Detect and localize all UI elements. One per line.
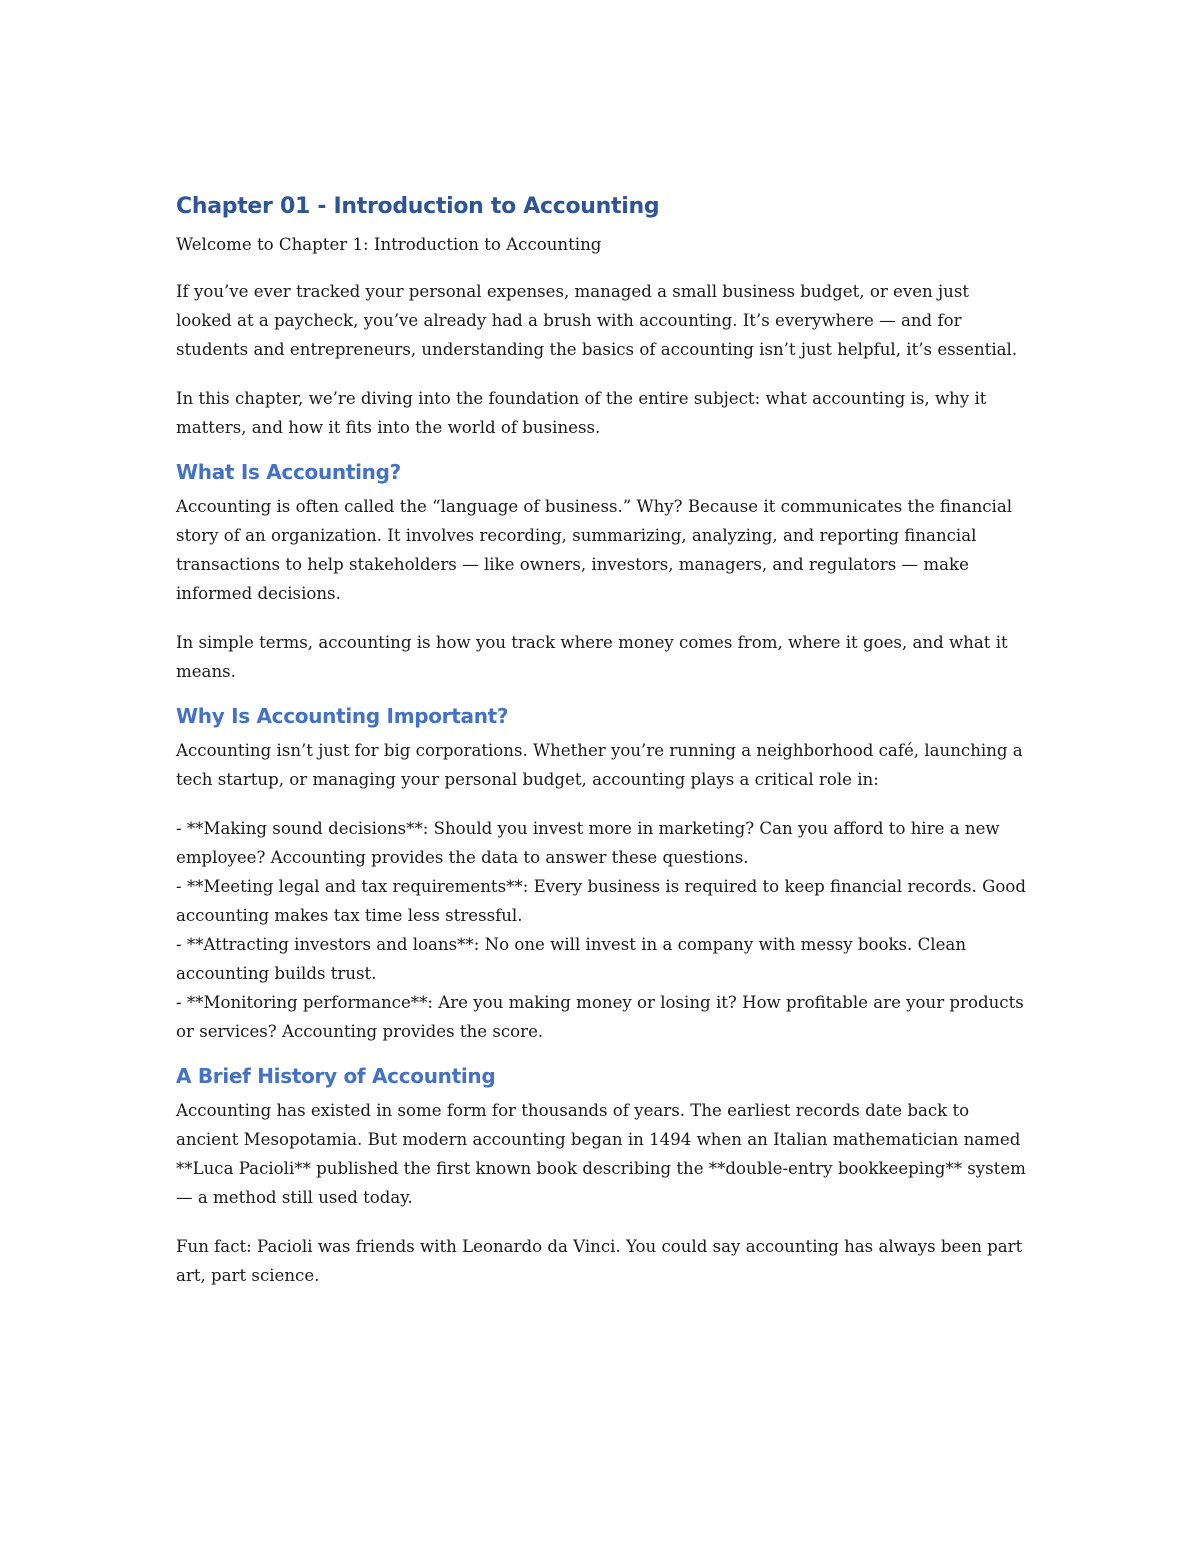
what-is-paragraph-2: In simple terms, accounting is how you track where money comes from, where it goes, and what it means. [176,633,1008,681]
intro-paragraph-1: If you’ve ever tracked your personal expenses, managed a small business budget, or even just looked at a paycheck, you’ve already had a brush with accounting. It’s everywhere — and for students and entrepreneurs, understanding the basics of accounting isn’t just helpful, it’s essential. [176,282,1018,359]
why-important-paragraph: Accounting isn’t just for big corporations. Whether you’re running a neighborhood café, launching a tech startup, or managing your personal budget, accounting plays a critical role in: [176,741,1023,789]
list-item: - **Monitoring performance**: Are you making money or losing it? How profitable are your products or services? Accounting provides the score. [176,993,1024,1041]
history-paragraph-2: Fun fact: Pacioli was friends with Leonardo da Vinci. You could say accounting has always been part art, part science. [176,1237,1023,1285]
list-item: - **Meeting legal and tax requirements**: Every business is required to keep financial records. Good accounting makes tax time less stressful. [176,877,1026,925]
history-heading: A Brief History of Accounting [176,1064,496,1088]
what-is-accounting-heading: What Is Accounting? [176,460,401,484]
chapter-title: Chapter 01 - Introduction to Accounting [176,194,660,219]
document-body [176,190,1026,1310]
history-paragraph-1: Accounting has existed in some form for thousands of years. The earliest records date back to ancient Mesopotamia. But modern accounting began in 1494 when an Italian mathematician named **Luca Pacioli** published the first known book describing the **double-entry bookkeeping** system — a method still used today. [176,1101,1026,1207]
list-item: - **Making sound decisions**: Should you invest more in marketing? Can you afford to hire a new employee? Accounting provides the data to answer these questions. [176,819,1000,867]
welcome-line: Welcome to Chapter 1: Introduction to Accounting [176,235,602,254]
why-important-heading: Why Is Accounting Important? [176,704,509,728]
list-item: - **Attracting investors and loans**: No one will invest in a company with messy books. Clean accounting builds trust. [176,935,967,983]
importance-list [176,814,1026,1046]
intro-paragraph-2: In this chapter, we’re diving into the foundation of the entire subject: what accounting is, why it matters, and how it fits into the world of business. [176,389,987,437]
what-is-paragraph-1: Accounting is often called the “language of business.” Why? Because it communicates the financial story of an organization. It involves recording, summarizing, analyzing, and reporting financial transactions to help stakeholders — like owners, investors, managers, and regulators — make informed decisions. [176,497,1013,603]
